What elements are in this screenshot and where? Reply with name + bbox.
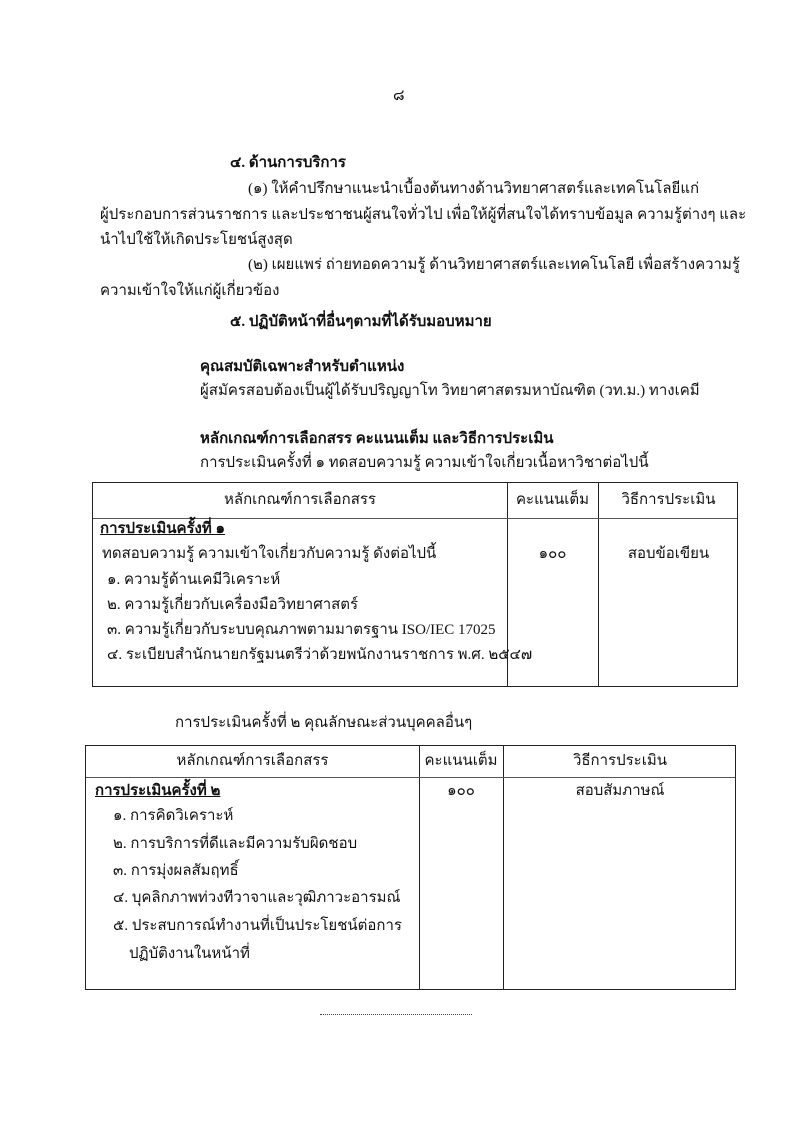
list-item: ๔. บุคลิกภาพท่วงทีวาจาและวุฒิภาวะอารมณ์ (113, 890, 401, 906)
qualifications-text: ผู้สมัครสอบต้องเป็นผู้ได้รับปริญญาโท วิทยาศาสตรมหาบัณฑิต (วท.ม.) ทางเคมี (200, 383, 700, 399)
round2-method: สอบสัมภาษณ์ (575, 783, 665, 799)
header-criteria: หลักเกณฑ์การเลือกสรร (176, 753, 329, 769)
list-item: ๑. ความรู้ด้านเคมีวิเคราะห์ (107, 572, 281, 588)
list-item: ๔. ระเบียบสำนักนายกรัฐมนตรีว่าด้วยพนักงานราชการ พ.ศ. ๒๕๔๗ (107, 647, 533, 663)
list-item: ๓. ความรู้เกี่ยวกับระบบคุณภาพตามมาตรฐาน ISO/IEC 17025 (107, 622, 496, 638)
assessment-table-2 (85, 745, 736, 990)
list-item: ๕. ประสบการณ์ทำงานที่เป็นประโยชน์ต่อการ (113, 918, 402, 934)
section4-item1-cont: นำไปใช้ให้เกิดประโยชน์สูงสุด (100, 232, 293, 248)
section4-item2: (๒) เผยแพร่ ถ่ายทอดความรู้ ด้านวิทยาศาสตร์และเทคโนโลยี เพื่อสร้างความรู้ (248, 257, 740, 273)
list-item: ๒. การบริการที่ดีและมีความรับผิดชอบ (113, 836, 358, 852)
section4-heading: ๔. ด้านการบริการ (230, 155, 346, 171)
header-method: วิธีการประเมิน (572, 753, 668, 769)
round2-caption: การประเมินครั้งที่ ๒ คุณลักษณะส่วนบุคคลอื่นๆ (175, 715, 473, 731)
section5-heading: ๕. ปฏิบัติหน้าที่อื่นๆตามที่ได้รับมอบหมาย (230, 314, 492, 330)
section4-item1-cont: ผู้ประกอบการส่วนราชการ และประชาชนผู้สนใจทั่วไป เพื่อให้ผู้ที่สนใจได้ทราบข้อมูล ความรู้ต่างๆ และ (100, 207, 747, 223)
section4-item2-cont: ความเข้าใจให้แก่ผู้เกี่ยวข้อง (100, 283, 280, 299)
round1-caption: การประเมินครั้งที่ ๑ ทดสอบความรู้ ความเข้าใจเกี่ยวเนื้อหาวิชาต่อไปนี้ (200, 455, 649, 471)
round1-intro: ทดสอบความรู้ ความเข้าใจเกี่ยวกับความรู้ ดังต่อไปนี้ (102, 546, 437, 562)
list-item: ๓. การมุ่งผลสัมฤทธิ์ (113, 863, 239, 879)
list-item-cont: ปฏิบัติงานในหน้าที่ (129, 946, 250, 962)
section4-item1: (๑) ให้คำปรึกษาแนะนำเบื้องต้นทางด้านวิทยาศาสตร์และเทคโนโลยีแก่ (248, 181, 700, 197)
assessment-table-1 (92, 482, 738, 687)
round1-score: ๑๐๐ (538, 546, 567, 562)
list-item: ๑. การคิดวิเคราะห์ (113, 808, 234, 824)
header-score: คะแนนเต็ม (424, 753, 498, 769)
round2-score: ๑๐๐ (447, 783, 475, 799)
header-criteria: หลักเกณฑ์การเลือกสรร (224, 492, 376, 508)
end-divider (320, 1014, 472, 1015)
header-score: คะแนนเต็ม (515, 492, 590, 508)
header-method: วิธีการประเมิน (621, 492, 716, 508)
round2-title: การประเมินครั้งที่ ๒ (95, 783, 221, 799)
criteria-heading: หลักเกณฑ์การเลือกสรร คะแนนเต็ม และวิธีการประเมิน (200, 431, 554, 447)
page-number: ๘ (393, 88, 405, 104)
list-item: ๒. ความรู้เกี่ยวกับเครื่องมือวิทยาศาสตร์ (107, 597, 359, 613)
round1-title: การประเมินครั้งที่ ๑ (100, 521, 226, 537)
qualifications-heading: คุณสมบัติเฉพาะสำหรับตำแหน่ง (200, 359, 405, 375)
round1-method: สอบข้อเขียน (627, 546, 710, 562)
